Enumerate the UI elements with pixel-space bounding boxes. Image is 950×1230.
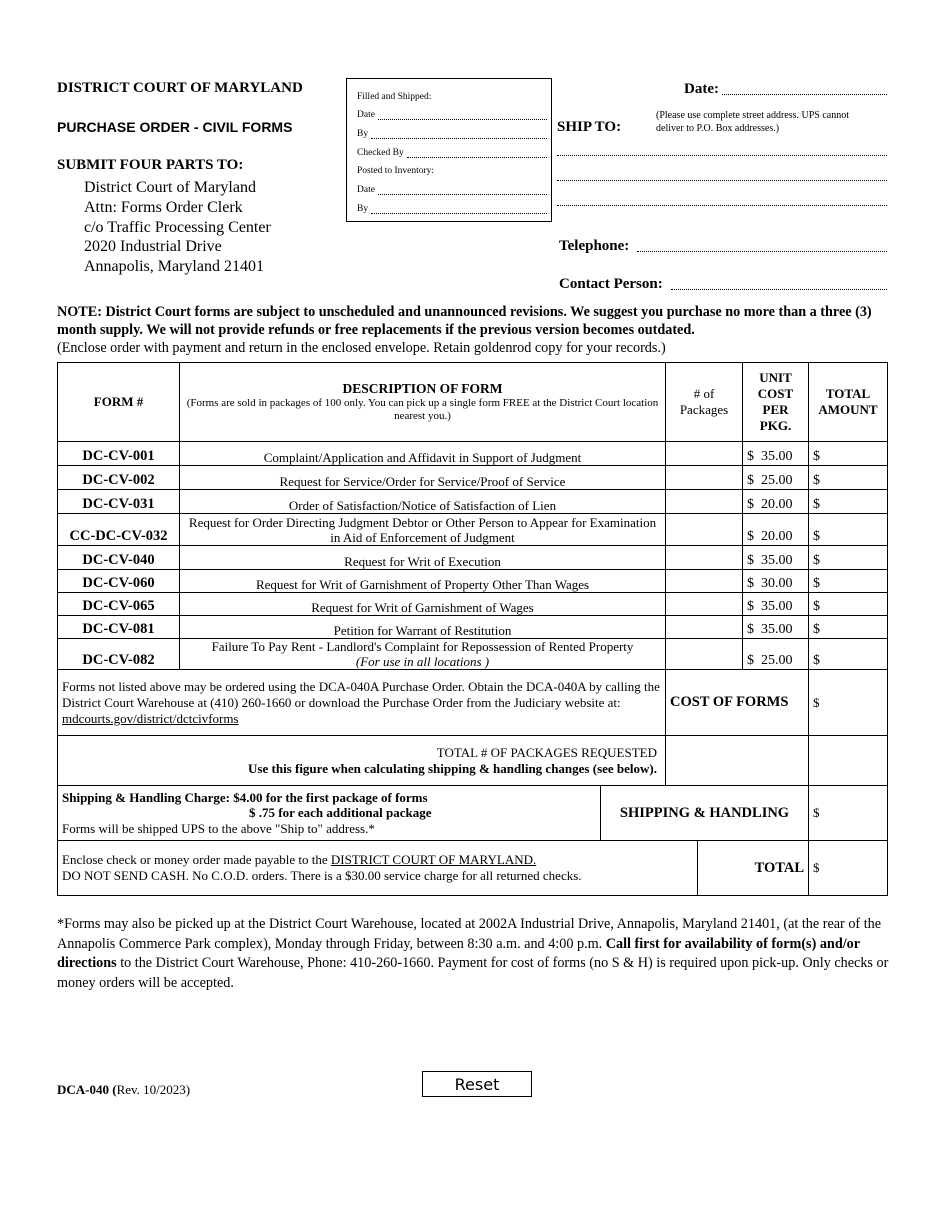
checked-by-label: Checked By bbox=[357, 148, 404, 158]
filled-shipped-label: Filled and Shipped: bbox=[357, 92, 432, 102]
posted-inventory-label: Posted to Inventory: bbox=[357, 166, 435, 176]
telephone-label: Telephone: bbox=[559, 238, 630, 254]
notice-plain: (Enclose order with payment and return in the enclosed envelope. Retain goldenrod copy for your records.) bbox=[57, 340, 666, 356]
table-row bbox=[58, 593, 888, 616]
header-description bbox=[180, 363, 666, 442]
description-cell bbox=[180, 466, 666, 490]
unit-cost: $ 30.00 bbox=[743, 570, 809, 593]
posted-date-field[interactable] bbox=[378, 185, 547, 195]
row-total-field[interactable]: $ bbox=[809, 466, 888, 490]
row-total-field[interactable]: $ bbox=[809, 490, 888, 514]
form-description: Complaint/Application and Affidavit in Support of Judgment bbox=[263, 450, 582, 465]
description-cell bbox=[180, 490, 666, 514]
packages-input[interactable] bbox=[666, 466, 743, 490]
address-line: c/o Traffic Processing Center bbox=[84, 218, 271, 236]
unit-cost: $ 35.00 bbox=[743, 593, 809, 616]
date-label: Date bbox=[357, 110, 375, 120]
pay-text: Enclose check or money order made payable to the bbox=[62, 852, 331, 867]
table-row bbox=[58, 466, 888, 490]
form-description: Failure To Pay Rent - Landlord's Complaint for Repossession of Rented Property bbox=[211, 639, 634, 654]
contact-row bbox=[559, 276, 887, 293]
pickup-text2: to the District Court Warehouse, Phone: 410-260-1660. Payment for cost of forms (no S & H) is required upon pick-up. Only checks or money orders will be accepted. bbox=[57, 955, 889, 991]
packages-input[interactable] bbox=[666, 514, 743, 546]
pay-line2: DO NOT SEND CASH. No C.O.D. orders. There is a $30.00 service charge for all returned checks. bbox=[62, 868, 582, 883]
office-use-box bbox=[346, 78, 552, 222]
date-field[interactable] bbox=[722, 81, 887, 95]
sh-line1: Shipping & Handling Charge: $4.00 for the first package of forms bbox=[62, 789, 428, 805]
ship-to-label: SHIP TO: bbox=[557, 119, 622, 135]
description-cell bbox=[180, 639, 666, 670]
payee: DISTRICT COURT OF MARYLAND. bbox=[330, 852, 537, 867]
shipping-table bbox=[57, 785, 888, 841]
form-number: DC-CV-060 bbox=[58, 570, 180, 593]
unit-cost: $ 20.00 bbox=[743, 490, 809, 514]
unit-cost: $ 35.00 bbox=[743, 442, 809, 466]
notice-bold: NOTE: District Court forms are subject to unscheduled and unannounced revisions. We suggest you purchase no more than a three (3) month supply. We will not provide refunds or free replacements if the previous version becomes outdated. bbox=[57, 304, 872, 338]
form-number: DC-CV-082 bbox=[58, 639, 180, 670]
row-total-field[interactable]: $ bbox=[809, 442, 888, 466]
row-total-field[interactable]: $ bbox=[809, 639, 888, 670]
form-number: DC-CV-001 bbox=[58, 442, 180, 466]
submit-label: SUBMIT FOUR PARTS TO: bbox=[57, 157, 244, 173]
by-label: By bbox=[357, 129, 369, 139]
unit-cost: $ 20.00 bbox=[743, 514, 809, 546]
row-total-field[interactable]: $ bbox=[809, 616, 888, 639]
form-description-note: (For use in all locations ) bbox=[355, 654, 490, 669]
form-number: DC-CV-040 bbox=[58, 546, 180, 570]
row-total-field[interactable]: $ bbox=[809, 570, 888, 593]
shipping-note bbox=[58, 786, 601, 841]
telephone-field[interactable] bbox=[637, 238, 887, 252]
pickup-bold: Call first for availability of form(s) and/or directions bbox=[57, 935, 860, 971]
revision-date: Rev. 10/2023) bbox=[116, 1082, 191, 1097]
form-number: DC-CV-002 bbox=[58, 466, 180, 490]
description-cell bbox=[180, 442, 666, 466]
date-label: Date bbox=[357, 185, 375, 195]
header-total: TOTAL AMOUNT bbox=[809, 363, 888, 442]
other-forms-note bbox=[58, 670, 666, 736]
row-total-field[interactable]: $ bbox=[809, 593, 888, 616]
ship-address-field[interactable] bbox=[557, 180, 887, 181]
form-description: Order of Satisfaction/Notice of Satisfaction of Lien bbox=[288, 498, 557, 513]
header-packages: # of Packages bbox=[666, 363, 743, 442]
form-id: DCA-040 ( bbox=[57, 1082, 117, 1097]
table-row bbox=[58, 639, 888, 670]
shipping-label: SHIPPING & HANDLING bbox=[601, 786, 809, 841]
unit-cost: $ 25.00 bbox=[743, 466, 809, 490]
ship-address-field[interactable] bbox=[557, 205, 887, 206]
sh-line3: Forms will be shipped UPS to the above "Ship to" address.* bbox=[62, 820, 375, 836]
pickup-note bbox=[57, 915, 892, 993]
mailing-address bbox=[84, 178, 271, 277]
court-name: DISTRICT COURT OF MARYLAND bbox=[57, 80, 303, 96]
row-total-field[interactable]: $ bbox=[809, 546, 888, 570]
table-row bbox=[58, 490, 888, 514]
table-row bbox=[58, 570, 888, 593]
total-packages-label bbox=[58, 736, 666, 786]
table-row bbox=[58, 514, 888, 546]
checked-by-field[interactable] bbox=[407, 148, 547, 158]
contact-field[interactable] bbox=[671, 276, 887, 290]
contact-label: Contact Person: bbox=[559, 276, 663, 292]
address-line: District Court of Maryland bbox=[84, 179, 256, 196]
unit-cost: $ 35.00 bbox=[743, 546, 809, 570]
packages-input[interactable] bbox=[666, 442, 743, 466]
payment-note bbox=[58, 841, 698, 896]
cost-of-forms-field[interactable]: $ bbox=[809, 670, 888, 736]
by-label: By bbox=[357, 204, 369, 214]
packages-input[interactable] bbox=[666, 639, 743, 670]
description-cell bbox=[180, 616, 666, 639]
form-number: DC-CV-031 bbox=[58, 490, 180, 514]
packages-label: TOTAL # OF PACKAGES REQUESTED bbox=[436, 744, 657, 760]
date-label: Date: bbox=[684, 81, 719, 97]
ship-note: (Please use complete street address. UPS cannot deliver to P.O. Box addresses.) bbox=[656, 110, 850, 134]
total-field[interactable]: $ bbox=[809, 841, 888, 896]
total-packages-field[interactable] bbox=[666, 736, 809, 786]
date-row bbox=[684, 81, 887, 98]
form-description: Request for Writ of Garnishment of Property Other Than Wages bbox=[255, 577, 590, 592]
form-revision bbox=[57, 1082, 190, 1098]
form-number: DC-CV-081 bbox=[58, 616, 180, 639]
shipped-date-field[interactable] bbox=[378, 110, 547, 120]
pickup-text: *Forms may also be picked up at the District Court Warehouse, located at 2002A Industrial Drive, Annapolis, Maryland 21401, (at the rear of the Annapolis Commerce Park complex), Monday through Friday, between 8:30 a.m. and 4:00 p.m. bbox=[57, 916, 882, 952]
form-number: CC-DC-CV-032 bbox=[58, 514, 180, 546]
reset-button[interactable]: Reset bbox=[422, 1071, 532, 1097]
shipped-by-field[interactable] bbox=[371, 129, 547, 139]
ship-address-field[interactable] bbox=[557, 155, 887, 156]
revision-notice bbox=[57, 303, 897, 357]
address-line: 2020 Industrial Drive bbox=[84, 238, 222, 256]
order-table bbox=[57, 362, 888, 786]
table-row bbox=[58, 616, 888, 639]
total-packages-blank bbox=[809, 736, 888, 786]
packages-input[interactable] bbox=[666, 593, 743, 616]
telephone-row bbox=[559, 238, 887, 255]
address-line: Annapolis, Maryland 21401 bbox=[84, 258, 264, 276]
posted-by-field[interactable] bbox=[371, 204, 547, 214]
form-description: Request for Service/Order for Service/Proof of Service bbox=[279, 474, 566, 489]
total-table bbox=[57, 840, 888, 896]
description-cell bbox=[180, 570, 666, 593]
desc-title: DESCRIPTION OF FORM bbox=[342, 381, 503, 396]
form-description: Request for Order Directing Judgment Debtor or Other Person to Appear for Examination in Aid of Enforcement of Judgment bbox=[188, 515, 657, 545]
table-row bbox=[58, 546, 888, 570]
desc-note: (Forms are sold in packages of 100 only. You can pick up a single form FREE at the District Court location nearest you.) bbox=[186, 397, 659, 422]
form-description: Petition for Warrant of Restitution bbox=[333, 623, 512, 638]
row-total-field[interactable]: $ bbox=[809, 514, 888, 546]
description-cell bbox=[180, 514, 666, 546]
packages-input[interactable] bbox=[666, 570, 743, 593]
unit-cost: $ 25.00 bbox=[743, 639, 809, 670]
form-number: DC-CV-065 bbox=[58, 593, 180, 616]
description-cell bbox=[180, 593, 666, 616]
website-link[interactable]: mdcourts.gov/district/dctcivforms bbox=[62, 710, 239, 726]
packages-input[interactable] bbox=[666, 616, 743, 639]
table-row bbox=[58, 442, 888, 466]
description-cell bbox=[180, 546, 666, 570]
sh-line2: $ .75 for each additional package bbox=[249, 805, 432, 821]
header-unit-cost: UNIT COST PER PKG. bbox=[743, 363, 809, 442]
other-forms-text: Forms not listed above may be ordered using the DCA-040A Purchase Order. Obtain the DCA-040A by calling the District Court Warehouse at (410) 260-1660 or download the Purchase Order from the Judiciary website at: bbox=[62, 678, 660, 710]
form-description: Request for Writ of Garnishment of Wages bbox=[311, 600, 534, 615]
form-title: PURCHASE ORDER - CIVIL FORMS bbox=[57, 119, 293, 135]
packages-input[interactable] bbox=[666, 546, 743, 570]
unit-cost: $ 35.00 bbox=[743, 616, 809, 639]
packages-note: Use this figure when calculating shipping & handling changes (see below). bbox=[248, 760, 657, 776]
total-label: TOTAL bbox=[698, 841, 809, 896]
cost-of-forms-label: COST OF FORMS bbox=[666, 670, 809, 736]
form-description: Request for Writ of Execution bbox=[344, 554, 501, 569]
address-line: Attn: Forms Order Clerk bbox=[84, 198, 243, 216]
header-form: FORM # bbox=[58, 363, 180, 442]
shipping-field[interactable]: $ bbox=[809, 786, 888, 841]
packages-input[interactable] bbox=[666, 490, 743, 514]
